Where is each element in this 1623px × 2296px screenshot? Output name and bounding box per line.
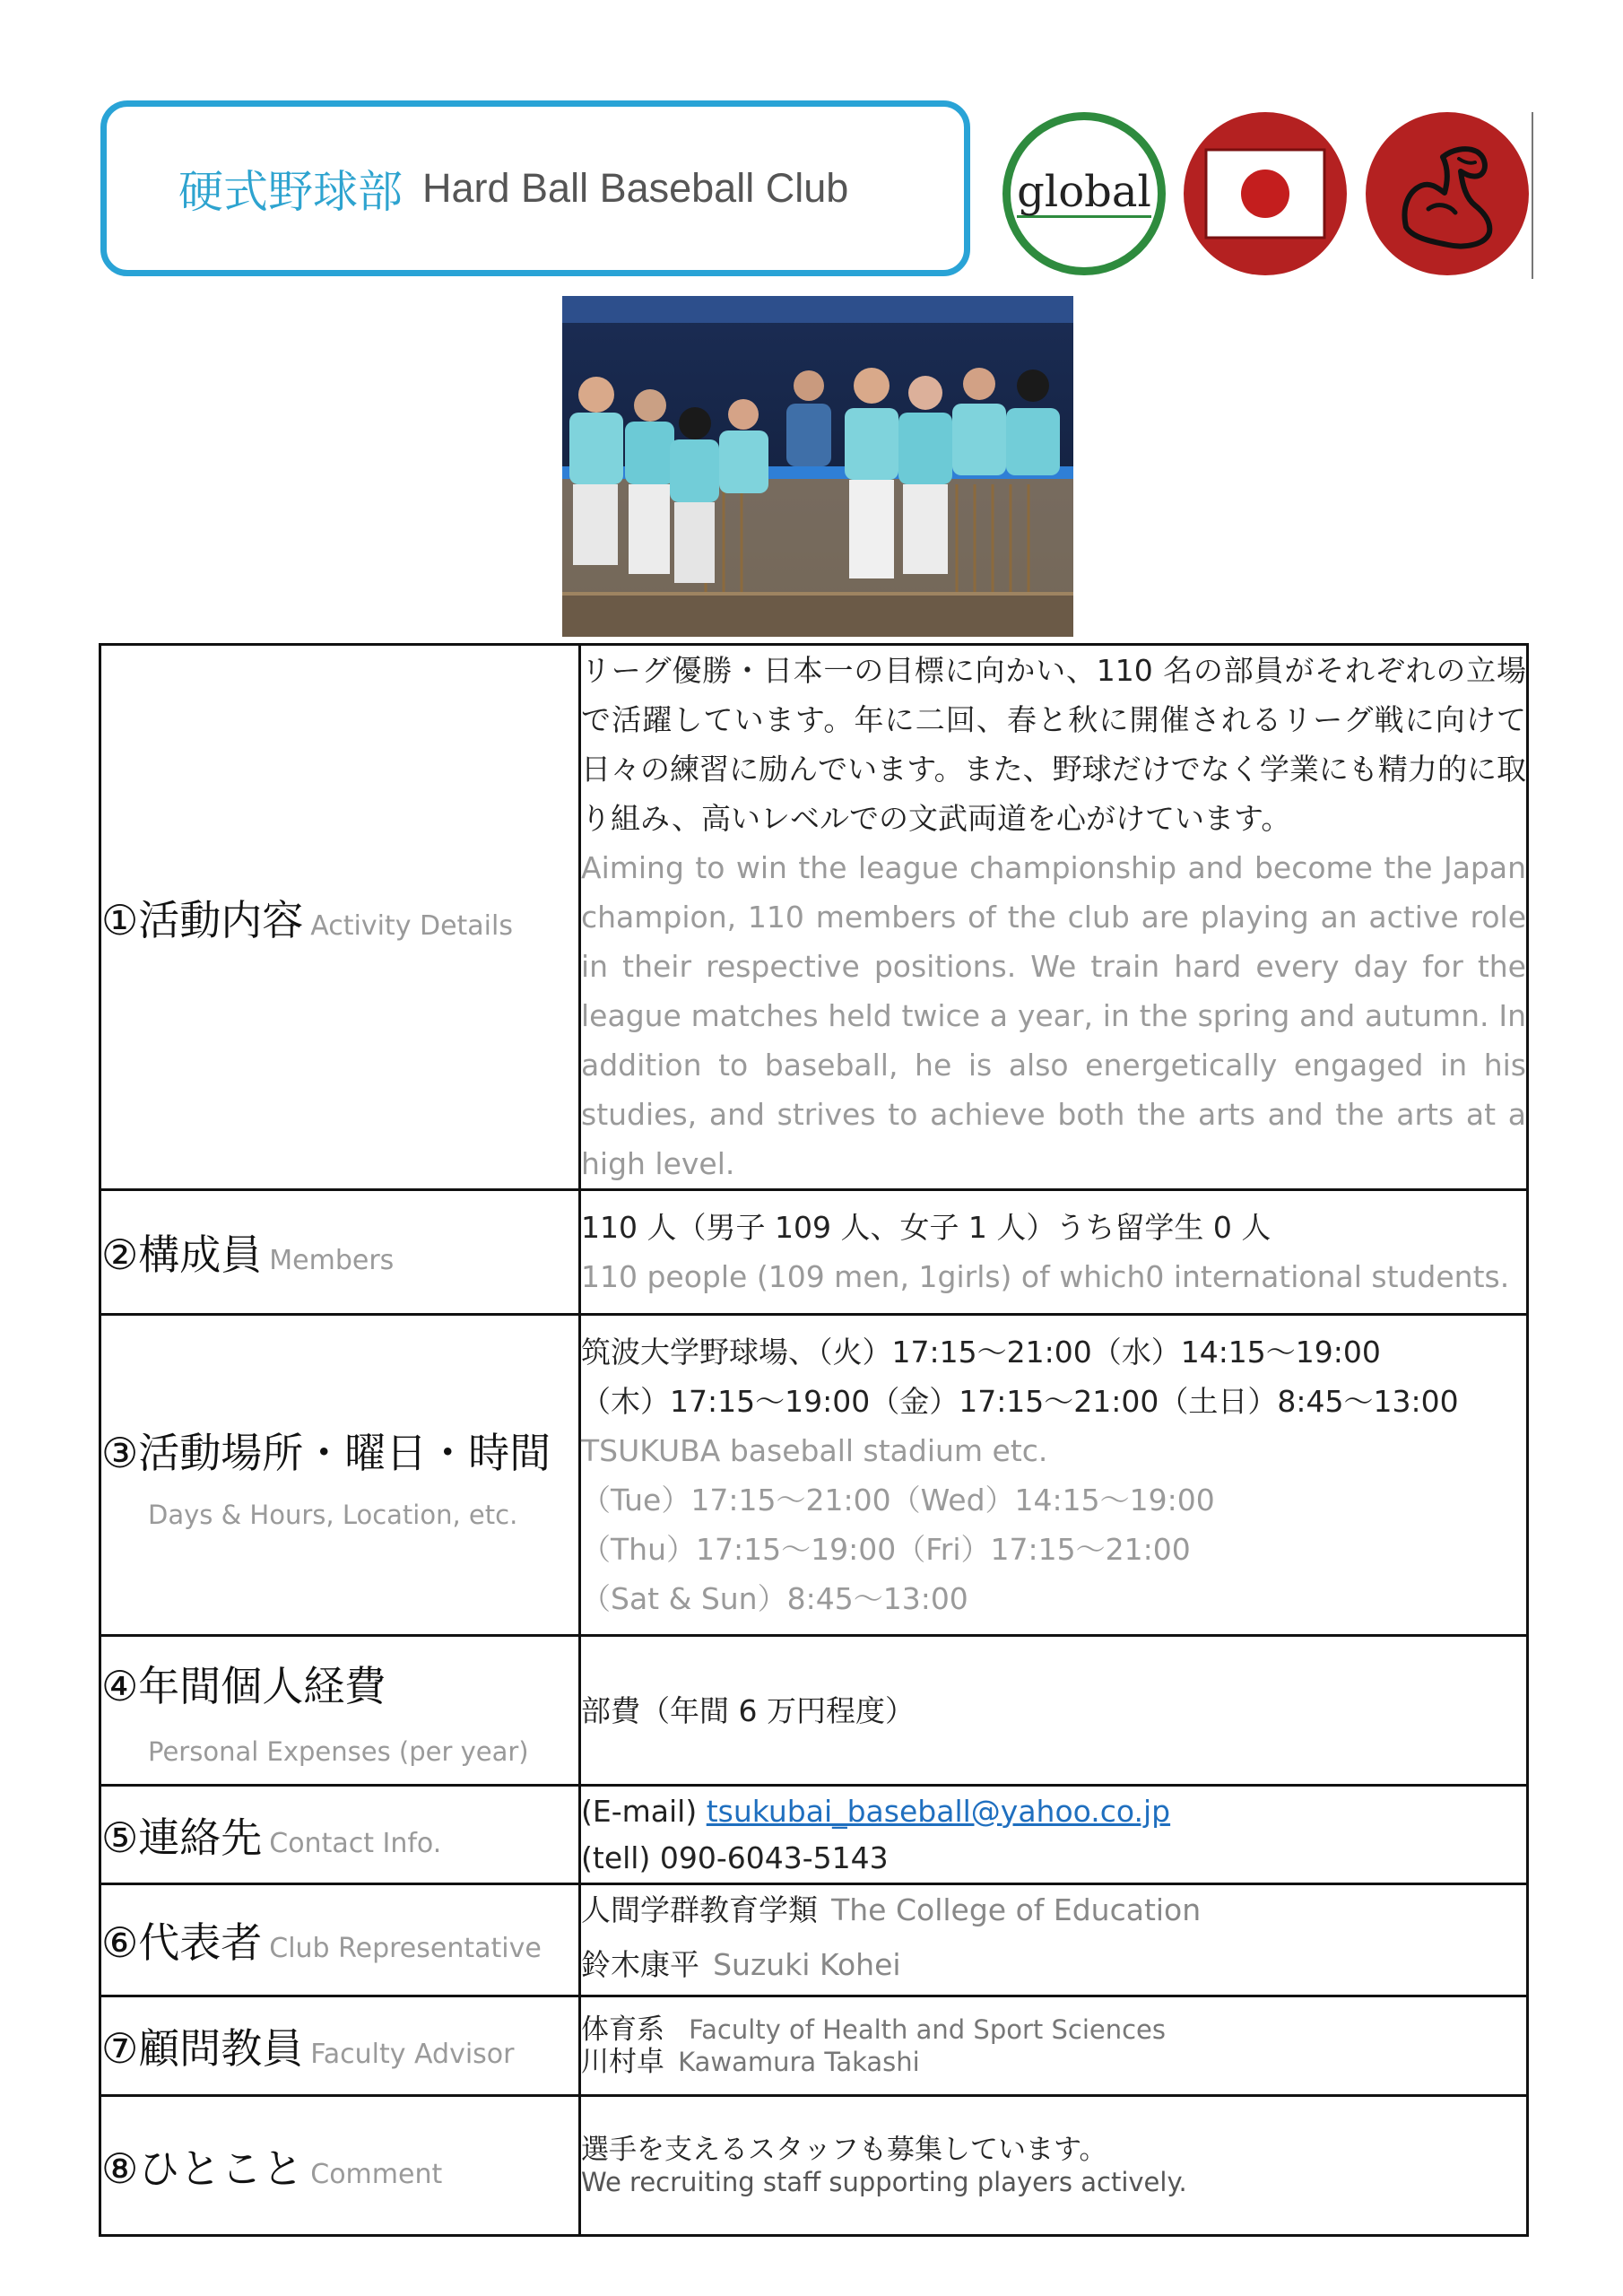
schedule-content (580, 1315, 1528, 1636)
label-cell (100, 1996, 580, 2096)
label-cell (100, 2096, 580, 2236)
members-content (580, 1190, 1528, 1315)
members-label-jp: ②構成員 (101, 1231, 263, 1279)
club-title-en: Hard Ball Baseball Club (422, 165, 849, 211)
schedule-label-en: Days & Hours, Location, etc. (148, 1499, 518, 1530)
tel-number: 090-6043-5143 (659, 1839, 889, 1875)
label-cell (100, 1636, 580, 1786)
schedule-en-line: （Thu）17:15～19:00（Fri）17:15～21:00 (581, 1531, 1191, 1567)
representative-name-jp: 鈴木康平 (581, 1947, 699, 1982)
advisor-name-en: Kawamura Takashi (678, 2047, 920, 2077)
email-prefix: (E-mail) (581, 1793, 698, 1829)
members-label-en: Members (269, 1245, 395, 1276)
comment-label-jp: ⑧ひとこと (101, 2144, 304, 2193)
comment-label-en: Comment (310, 2158, 443, 2190)
expenses-content (580, 1636, 1528, 1786)
activity-text-jp: リーグ優勝・日本一の目標に向かい、110 名の部員がそれぞれの立場で活躍しています。年に二回、春と秋に開催されるリーグ戦に向けて日々の練習に励んでいます。また、野球だけでなく学業にも精力的に取り組み、高いレベルでの文武両道を心がけています。 (581, 653, 1526, 836)
schedule-jp-line: 筑波大学野球場、（火）17:15～21:00（水）14:15～19:00 (581, 1334, 1381, 1370)
representative-name-en: Suzuki Kohei (713, 1947, 901, 1982)
japan-flag-icon (1184, 112, 1347, 275)
members-text-en: 110 people (109 men, 1girls) of which0 international students. (581, 1259, 1510, 1294)
global-badge-label: global (1017, 166, 1151, 217)
representative-label-jp: ⑥代表者 (101, 1918, 263, 1967)
label-cell (100, 1884, 580, 1996)
expenses-label-jp: ④年間個人経費 (101, 1662, 386, 1710)
activity-text-en: Aiming to win the league championship and become the Japan champion, 110 members of the club are playing an active role in their respective positions. We train hard every day for the league matches held twice a year, in the spring and autumn. In addition to baseball, he is also energetically engaged in his studies, and strives to achieve both the arts and the arts at a high level. (581, 850, 1526, 1181)
comment-text-jp: 選手を支えるスタッフも募集しています。 (581, 2133, 1107, 2166)
advisor-content (580, 1996, 1528, 2096)
label-cell (100, 1786, 580, 1884)
members-text-jp: 110 人（男子 109 人、女子 1 人）うち留学生 0 人 (581, 1210, 1271, 1245)
advisor-name-jp: 川村卓 (581, 2046, 664, 2078)
tel-prefix: (tell) (581, 1839, 651, 1875)
label-cell (100, 645, 580, 1190)
schedule-en-line: （Tue）17:15～21:00（Wed）14:15～19:00 (581, 1482, 1215, 1518)
label-cell (100, 1190, 580, 1315)
muscle-arm-icon (1366, 112, 1529, 275)
contact-content (580, 1786, 1528, 1884)
info-table (99, 643, 1529, 2237)
activity-label-en: Activity Details (310, 909, 513, 942)
club-title-jp: 硬式野球部 (178, 166, 403, 218)
contact-label-jp: ⑤連絡先 (101, 1813, 263, 1862)
club-title-box (100, 100, 970, 276)
expenses-label-en: Personal Expenses (per year) (148, 1736, 529, 1767)
representative-dept-jp: 人間学群教育学類 (581, 1892, 818, 1927)
activity-content (580, 645, 1528, 1190)
schedule-en-line: （Sat & Sun）8:45～13:00 (581, 1580, 968, 1616)
table-row-representative (100, 1884, 1528, 1996)
team-photo (562, 296, 1073, 637)
header-divider (1532, 112, 1533, 279)
table-row-comment (100, 2096, 1528, 2236)
table-row-expenses (100, 1636, 1528, 1786)
activity-label-jp: ①活動内容 (101, 895, 304, 944)
advisor-dept-en: Faculty of Health and Sport Sciences (689, 2014, 1167, 2045)
advisor-label-en: Faculty Advisor (310, 2039, 515, 2070)
table-row-members (100, 1190, 1528, 1315)
contact-label-en: Contact Info. (269, 1827, 442, 1859)
representative-content (580, 1884, 1528, 1996)
advisor-dept-jp: 体育系 (581, 2013, 664, 2046)
table-row-contact (100, 1786, 1528, 1884)
table-row-activity (100, 645, 1528, 1190)
expenses-text-jp: 部費（年間 6 万円程度） (581, 1692, 915, 1728)
comment-text-en: We recruiting staff supporting players actively. (581, 2166, 1187, 2197)
comment-content (580, 2096, 1528, 2236)
schedule-label-jp: ③活動場所・曜日・時間 (101, 1428, 551, 1477)
email-link[interactable]: tsukubai_baseball@yahoo.co.jp (706, 1793, 1171, 1829)
table-row-advisor (100, 1996, 1528, 2096)
table-row-schedule (100, 1315, 1528, 1636)
schedule-jp-line: （木）17:15～19:00（金）17:15～21:00（土日）8:45～13:00 (581, 1383, 1459, 1419)
representative-label-en: Club Representative (269, 1933, 542, 1964)
advisor-label-jp: ⑦顧問教員 (101, 2024, 304, 2073)
representative-dept-en: The College of Education (831, 1892, 1202, 1927)
global-badge (1002, 112, 1166, 275)
schedule-en-line: TSUKUBA baseball stadium etc. (581, 1432, 1048, 1468)
label-cell (100, 1315, 580, 1636)
